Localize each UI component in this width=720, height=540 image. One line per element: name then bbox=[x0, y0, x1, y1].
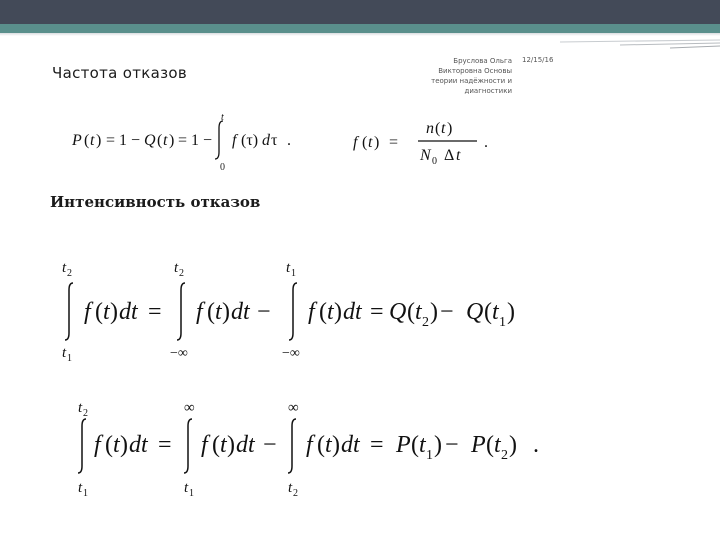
svg-text:dt: dt bbox=[343, 299, 362, 325]
svg-text:(: ( bbox=[207, 299, 215, 325]
svg-text:1: 1 bbox=[67, 353, 72, 364]
svg-text:(: ( bbox=[95, 299, 103, 325]
svg-text:∞: ∞ bbox=[288, 400, 299, 416]
svg-text:−: − bbox=[445, 432, 459, 458]
svg-text:1: 1 bbox=[83, 488, 88, 499]
svg-text:(: ( bbox=[84, 132, 90, 149]
svg-text:−: − bbox=[440, 299, 454, 325]
svg-text:2: 2 bbox=[422, 315, 429, 330]
svg-text:): ) bbox=[169, 132, 175, 149]
svg-text:): ) bbox=[447, 120, 453, 137]
svg-text:): ) bbox=[434, 432, 442, 458]
svg-text:): ) bbox=[110, 299, 118, 325]
svg-text:(: ( bbox=[317, 432, 325, 458]
svg-text:): ) bbox=[120, 432, 128, 458]
svg-text:t: t bbox=[184, 480, 189, 496]
svg-text:dt: dt bbox=[236, 432, 255, 458]
svg-text:f: f bbox=[232, 132, 237, 149]
svg-text:): ) bbox=[374, 134, 380, 151]
formula-integral-q bbox=[62, 260, 515, 364]
svg-text:−∞: −∞ bbox=[170, 346, 188, 361]
svg-text:P: P bbox=[396, 432, 411, 458]
svg-text:1: 1 bbox=[499, 315, 506, 330]
svg-text:t: t bbox=[221, 112, 224, 123]
svg-text:2: 2 bbox=[179, 268, 184, 279]
svg-text:=: = bbox=[370, 299, 384, 325]
svg-text:t: t bbox=[215, 299, 222, 325]
slide-date: 12/15/16 bbox=[522, 56, 554, 64]
svg-text:τ: τ bbox=[271, 132, 278, 149]
svg-text:): ) bbox=[222, 299, 230, 325]
svg-text:−: − bbox=[257, 299, 271, 325]
formula-integral-p bbox=[78, 400, 539, 499]
svg-text:): ) bbox=[334, 299, 342, 325]
svg-text:n: n bbox=[426, 120, 434, 137]
svg-text:dt: dt bbox=[341, 432, 360, 458]
svg-text:2: 2 bbox=[67, 268, 72, 279]
svg-text:t: t bbox=[78, 400, 83, 416]
svg-text:t: t bbox=[327, 299, 334, 325]
svg-text:f: f bbox=[308, 299, 315, 325]
svg-text:t: t bbox=[62, 345, 67, 361]
svg-text:(: ( bbox=[105, 432, 113, 458]
svg-text:t: t bbox=[113, 432, 120, 458]
svg-text:t: t bbox=[325, 432, 332, 458]
svg-text:f: f bbox=[306, 432, 313, 458]
svg-text:dt: dt bbox=[119, 299, 138, 325]
svg-text:= 1 −: = 1 − bbox=[178, 132, 213, 149]
svg-text:.: . bbox=[484, 134, 488, 151]
svg-text:): ) bbox=[509, 432, 517, 458]
svg-text:t: t bbox=[492, 299, 499, 325]
svg-text:t: t bbox=[90, 132, 95, 149]
svg-text:): ) bbox=[507, 299, 515, 325]
svg-text:): ) bbox=[96, 132, 102, 149]
svg-text:d: d bbox=[262, 132, 270, 149]
svg-text:−∞: −∞ bbox=[282, 346, 300, 361]
svg-text:0: 0 bbox=[432, 156, 437, 167]
svg-text:=: = bbox=[389, 134, 399, 151]
svg-text:t: t bbox=[163, 132, 168, 149]
svg-text:∞: ∞ bbox=[184, 400, 195, 416]
svg-text:f: f bbox=[84, 299, 91, 325]
svg-text:0: 0 bbox=[220, 162, 225, 173]
svg-text:t: t bbox=[220, 432, 227, 458]
svg-text:(: ( bbox=[484, 299, 492, 325]
svg-text:=: = bbox=[158, 432, 172, 458]
svg-text:Q: Q bbox=[389, 299, 407, 325]
svg-text:=: = bbox=[370, 432, 384, 458]
svg-text:t: t bbox=[286, 260, 291, 276]
slide-title: Частота отказов bbox=[52, 64, 187, 82]
svg-text:.: . bbox=[533, 432, 539, 458]
svg-text:P: P bbox=[72, 132, 82, 149]
svg-text:t: t bbox=[456, 147, 461, 164]
svg-text:Δ: Δ bbox=[444, 147, 455, 164]
svg-text:(: ( bbox=[157, 132, 163, 149]
svg-text:t: t bbox=[62, 260, 67, 276]
svg-text:2: 2 bbox=[501, 448, 508, 463]
svg-text:): ) bbox=[332, 432, 340, 458]
svg-text:t: t bbox=[419, 432, 426, 458]
svg-text:(: ( bbox=[435, 120, 441, 137]
svg-text:2: 2 bbox=[293, 488, 298, 499]
svg-text:N: N bbox=[420, 147, 431, 164]
svg-text:t: t bbox=[415, 299, 422, 325]
svg-text:f: f bbox=[196, 299, 203, 325]
svg-text:(: ( bbox=[319, 299, 327, 325]
svg-text:P: P bbox=[471, 432, 486, 458]
svg-text:1: 1 bbox=[291, 268, 296, 279]
svg-text:(: ( bbox=[486, 432, 494, 458]
svg-text:t: t bbox=[368, 134, 373, 151]
svg-text:1: 1 bbox=[189, 488, 194, 499]
svg-text:(: ( bbox=[411, 432, 419, 458]
formula-probability bbox=[71, 112, 291, 173]
svg-text:dt: dt bbox=[231, 299, 250, 325]
svg-text:(: ( bbox=[212, 432, 220, 458]
svg-text:t: t bbox=[288, 480, 293, 496]
svg-text:t: t bbox=[494, 432, 501, 458]
svg-text:t: t bbox=[103, 299, 110, 325]
svg-text:Q: Q bbox=[144, 132, 156, 149]
svg-text:(: ( bbox=[407, 299, 415, 325]
svg-text:= 1 −: = 1 − bbox=[106, 132, 141, 149]
svg-text:f: f bbox=[201, 432, 208, 458]
author-footer: Бруслова Ольга Викторовна Основы теории надёжности и диагностики bbox=[431, 57, 512, 95]
svg-text:(: ( bbox=[362, 134, 368, 151]
svg-text:): ) bbox=[227, 432, 235, 458]
formula-frequency bbox=[353, 120, 488, 167]
svg-text:t: t bbox=[78, 480, 83, 496]
svg-text:f: f bbox=[94, 432, 101, 458]
svg-text:f: f bbox=[353, 134, 358, 151]
svg-text:Q: Q bbox=[466, 299, 484, 325]
svg-text:.: . bbox=[287, 132, 291, 149]
svg-text:): ) bbox=[430, 299, 438, 325]
svg-text:2: 2 bbox=[83, 408, 88, 419]
svg-text:−: − bbox=[263, 432, 277, 458]
svg-text:t: t bbox=[174, 260, 179, 276]
svg-text:dt: dt bbox=[129, 432, 148, 458]
svg-text:=: = bbox=[148, 299, 162, 325]
svg-text:(τ): (τ) bbox=[241, 132, 259, 149]
svg-text:t: t bbox=[441, 120, 446, 137]
svg-text:1: 1 bbox=[426, 448, 433, 463]
section-heading: Интенсивность отказов bbox=[50, 193, 261, 211]
